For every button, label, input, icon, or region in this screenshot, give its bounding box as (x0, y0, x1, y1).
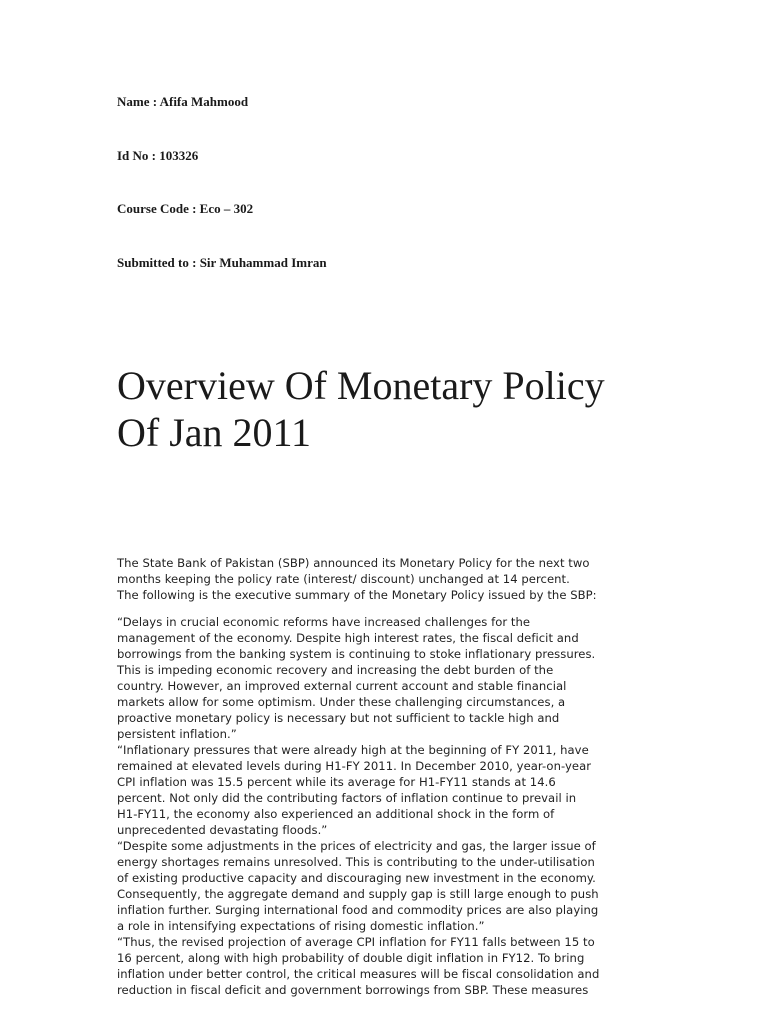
quote-line: proactive monetary policy is necessary but not sufficient to tackle high and (117, 711, 560, 725)
quote-line: 16 percent, along with high probability of double digit inflation in FY12. To bring (117, 951, 585, 965)
quote-line: remained at elevated levels during H1-FY 2011. In December 2010, year-on-year (117, 759, 592, 773)
quote-line: CPI inflation was 15.5 percent while its average for H1-FY11 stands at 14.6 (117, 775, 556, 789)
executive-summary-quote (117, 614, 657, 998)
quote-line: unprecedented devastating floods.” (117, 823, 328, 837)
quote-line: of existing productive capacity and discouraging new investment in the economy. (117, 871, 596, 885)
quote-line: “Delays in crucial economic reforms have increased challenges for the (117, 615, 531, 629)
intro-paragraph (117, 555, 657, 603)
quote-line: country. However, an improved external current account and stable financial (117, 679, 567, 693)
quote-line: H1-FY11, the economy also experienced an additional shock in the form of (117, 807, 555, 821)
student-name: Name : Afifa Mahmood (117, 94, 249, 109)
student-id: Id No : 103326 (117, 148, 199, 163)
title-line-1: Overview Of Monetary Policy (117, 363, 605, 408)
quote-line: Consequently, the aggregate demand and supply gap is still large enough to push (117, 887, 599, 901)
intro-line: months keeping the policy rate (interest/ discount) unchanged at 14 percent. (117, 572, 570, 586)
intro-line: The State Bank of Pakistan (SBP) announced its Monetary Policy for the next two (117, 556, 590, 570)
submitted-to: Submitted to : Sir Muhammad Imran (117, 255, 327, 270)
quote-line: markets allow for some optimism. Under these challenging circumstances, a (117, 695, 566, 709)
quote-line: inflation further. Surging international food and commodity prices are also playing (117, 903, 599, 917)
title-line-2: Of Jan 2011 (117, 410, 312, 455)
quote-line: borrowings from the banking system is continuing to stoke inflationary pressures. (117, 647, 596, 661)
quote-line: “Thus, the revised projection of average CPI inflation for FY11 falls between 15 to (117, 935, 595, 949)
quote-line: management of the economy. Despite high interest rates, the fiscal deficit and (117, 631, 579, 645)
quote-line: energy shortages remains unresolved. This is contributing to the under-utilisation (117, 855, 595, 869)
quote-line: percent. Not only did the contributing factors of inflation continue to prevail in (117, 791, 577, 805)
quote-line: This is impeding economic recovery and increasing the debt burden of the (117, 663, 554, 677)
quote-line: persistent inflation.” (117, 727, 237, 741)
quote-line: reduction in fiscal deficit and government borrowings from SBP. These measures (117, 983, 589, 997)
course-code: Course Code : Eco – 302 (117, 201, 254, 216)
document-title (117, 362, 697, 456)
intro-line: The following is the executive summary of the Monetary Policy issued by the SBP: (117, 588, 597, 602)
quote-line: “Inflationary pressures that were already high at the beginning of FY 2011, have (117, 743, 589, 757)
quote-line: a role in intensifying expectations of rising domestic inflation.” (117, 919, 485, 933)
quote-line: “Despite some adjustments in the prices of electricity and gas, the larger issue of (117, 839, 596, 853)
quote-line: inflation under better control, the critical measures will be fiscal consolidation and (117, 967, 600, 981)
